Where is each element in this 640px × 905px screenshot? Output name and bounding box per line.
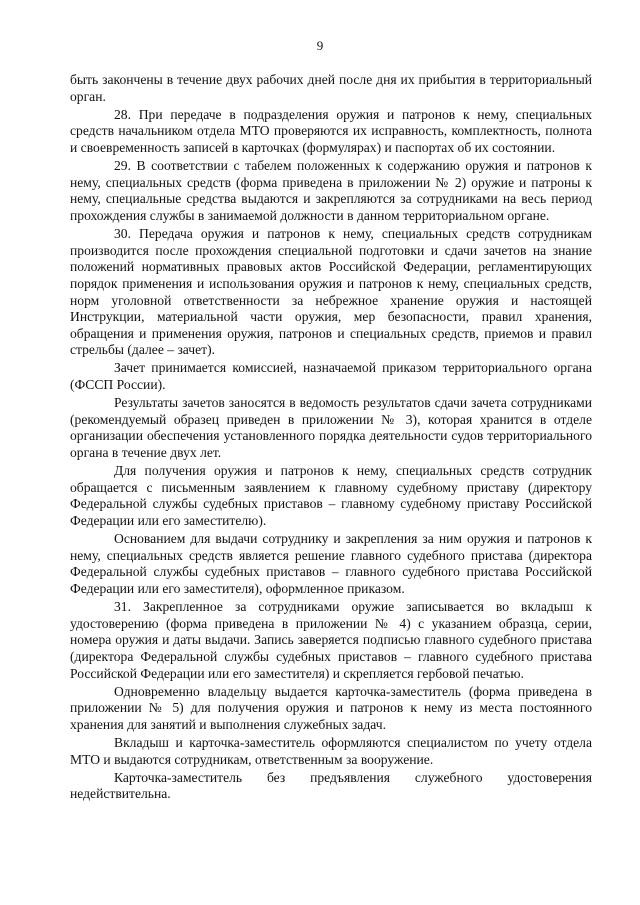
paragraph: 31. Закрепленное за сотрудниками оружие записывается во вкладыш к удостоверению (форма приведена в приложении № 4) с указанием образца, серии, номера оружия и даты выдачи. Запись заверяется подписью главного судебного пристава (директора Федеральной службы судебных приставов – главного судебного пристава Российской Федерации или его заместителя) и скрепляется гербовой печатью.: [70, 599, 592, 681]
paragraph: Одновременно владельцу выдается карточка-заместитель (форма приведена в приложении № 5) для получения оружия и патронов к нему из места постоянного хранения для занятий и выполнения служебных задач.: [70, 683, 592, 732]
paragraph: Карточка-заместитель без предъявления служебного удостоверения недействительна.: [70, 769, 592, 802]
paragraph: Для получения оружия и патронов к нему, специальных средств сотрудник обращается с письменным заявлением к главному судебному приставу (директору Федеральной службы судебных приставов – главному судебному приставу Российской Федерации или его заместителю).: [70, 463, 592, 528]
paragraph: 29. В соответствии с табелем положенных к содержанию оружия и патронов к нему, специальных средств (форма приведена в приложении № 2) оружие и патроны к нему, специальные средства выдаются и закрепляются за сотрудниками на весь период прохождения службы в занимаемой должности в данном территориальном органе.: [70, 158, 592, 223]
paragraph: Вкладыш и карточка-заместитель оформляются специалистом по учету отдела МТО и выдаются сотрудникам, ответственным за вооружение.: [70, 735, 592, 767]
paragraph: быть закончены в течение двух рабочих дней после дня их прибытия в территориальный орган.: [70, 72, 592, 104]
paragraph: Основанием для выдачи сотруднику и закрепления за ним оружия и патронов к нему, специальных средств является решение главного судебного пристава (директора Федеральной службы судебных приставов – главного судебного пристава Российской Федерации или его заместителя), оформленное приказом.: [70, 531, 592, 596]
paragraph: Результаты зачетов заносятся в ведомость результатов сдачи зачета сотрудниками (рекомендуемый образец приведен в приложении № 3), которая хранится в отделе организации обеспечения установленного порядка деятельности судов территориального органа в течение двух лет.: [70, 395, 592, 461]
paragraph: Зачет принимается комиссией, назначаемой приказом территориального органа (ФССП России).: [70, 360, 592, 393]
page-number: 9: [316, 38, 324, 53]
paragraph: 28. При передаче в подразделения оружия и патронов к нему, специальных средств начальником отдела МТО проверяются их исправность, комплектность, полнота и своевременность записей в карточках (формулярах) и паспортах об их состоянии.: [70, 106, 592, 155]
document-body: [70, 72, 592, 805]
paragraph: 30. Передача оружия и патронов к нему, специальных средств сотрудникам производится после прохождения специальной подготовки и сдачи зачетов на знание положений нормативных правовых актов Российской Федерации, регламентирующих порядок применения и использования оружия и патронов к нему, специальных средств, норм уголовной ответственности за небрежное хранение оружия и настоящей Инструкции, материальной части оружия, мер безопасности, правил хранения, обращения и применения оружия, патронов и специальных средств, приемов и правил стрельбы (далее – зачет).: [70, 226, 592, 358]
